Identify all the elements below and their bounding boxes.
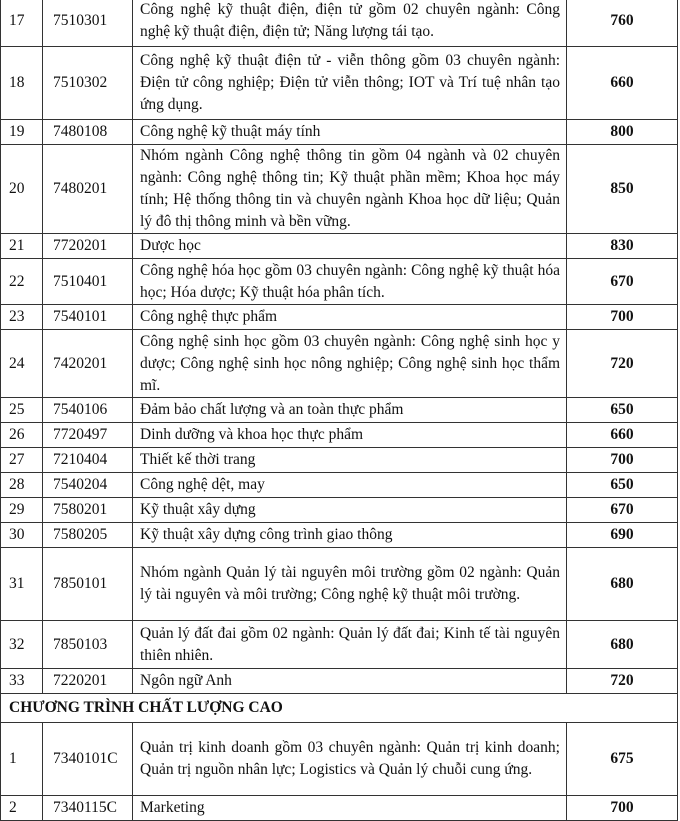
row-number: 33 bbox=[1, 669, 43, 694]
table-row bbox=[1, 0, 678, 47]
table-row bbox=[1, 473, 678, 498]
section-header-row bbox=[1, 694, 678, 723]
table-row bbox=[1, 305, 678, 330]
row-number: 18 bbox=[1, 47, 43, 120]
row-number: 26 bbox=[1, 423, 43, 448]
min-score: 700 bbox=[567, 305, 678, 330]
min-score: 650 bbox=[567, 473, 678, 498]
min-score: 670 bbox=[567, 498, 678, 523]
major-name: Kỹ thuật xây dựng công trình giao thông bbox=[133, 523, 567, 548]
table-row bbox=[1, 234, 678, 259]
min-score: 690 bbox=[567, 523, 678, 548]
major-name: Đảm bảo chất lượng và an toàn thực phẩm bbox=[133, 398, 567, 423]
major-name: Dược học bbox=[133, 234, 567, 259]
min-score: 850 bbox=[567, 145, 678, 234]
table-row bbox=[1, 47, 678, 120]
major-code: 7720201 bbox=[43, 234, 133, 259]
major-name: Công nghệ kỹ thuật điện, điện tử gồm 02 chuyên ngành: Công nghệ kỹ thuật điện, điện tử; Năng lượng tái tạo. bbox=[133, 0, 567, 47]
min-score: 830 bbox=[567, 234, 678, 259]
major-code: 7340115C bbox=[43, 796, 133, 821]
major-code: 7210404 bbox=[43, 448, 133, 473]
min-score: 800 bbox=[567, 120, 678, 145]
major-name: Công nghệ kỹ thuật điện tử - viễn thông gồm 03 chuyên ngành: Điện tử công nghiệp; Điện tử viễn thông; IOT và Trí tuệ nhân tạo ứng dụng. bbox=[133, 47, 567, 120]
table-row bbox=[1, 398, 678, 423]
table-row bbox=[1, 259, 678, 305]
min-score: 670 bbox=[567, 259, 678, 305]
min-score: 700 bbox=[567, 796, 678, 821]
table-row bbox=[1, 523, 678, 548]
row-number: 20 bbox=[1, 145, 43, 234]
major-code: 7850103 bbox=[43, 621, 133, 669]
min-score: 675 bbox=[567, 723, 678, 796]
major-name: Quản lý đất đai gồm 02 ngành: Quản lý đất đai; Kinh tế tài nguyên thiên nhiên. bbox=[133, 621, 567, 669]
major-name: Công nghệ sinh học gồm 03 chuyên ngành: Công nghệ sinh học y dược; Công nghệ sinh học nông nghiệp; Công nghệ sinh học thẩm mĩ. bbox=[133, 330, 567, 398]
major-code: 7540106 bbox=[43, 398, 133, 423]
major-name: Kỹ thuật xây dựng bbox=[133, 498, 567, 523]
major-name: Nhóm ngành Công nghệ thông tin gồm 04 ngành và 02 chuyên ngành: Công nghệ thông tin; Kỹ thuật phần mềm; Khoa học máy tính; Hệ thống thông tin và chuyên ngành Khoa học dữ liệu; Quản lý đô thị thông minh và bền vững. bbox=[133, 145, 567, 234]
row-number: 30 bbox=[1, 523, 43, 548]
major-name: Công nghệ thực phẩm bbox=[133, 305, 567, 330]
major-code: 7220201 bbox=[43, 669, 133, 694]
min-score: 660 bbox=[567, 423, 678, 448]
major-name: Quản trị kinh doanh gồm 03 chuyên ngành: Quản trị kinh doanh; Quản trị nguồn nhân lực; Logistics và Quản lý chuỗi cung ứng. bbox=[133, 723, 567, 796]
major-code: 7510301 bbox=[43, 0, 133, 47]
major-code: 7540101 bbox=[43, 305, 133, 330]
row-number: 28 bbox=[1, 473, 43, 498]
row-number: 22 bbox=[1, 259, 43, 305]
row-number: 2 bbox=[1, 796, 43, 821]
row-number: 17 bbox=[1, 0, 43, 47]
row-number: 19 bbox=[1, 120, 43, 145]
min-score: 720 bbox=[567, 669, 678, 694]
row-number: 25 bbox=[1, 398, 43, 423]
table-row bbox=[1, 330, 678, 398]
table-row bbox=[1, 621, 678, 669]
major-code: 7720497 bbox=[43, 423, 133, 448]
major-code: 7480108 bbox=[43, 120, 133, 145]
major-code: 7510401 bbox=[43, 259, 133, 305]
row-number: 31 bbox=[1, 548, 43, 621]
row-number: 32 bbox=[1, 621, 43, 669]
major-code: 7540204 bbox=[43, 473, 133, 498]
table-row bbox=[1, 498, 678, 523]
major-code: 7850101 bbox=[43, 548, 133, 621]
major-code: 7480201 bbox=[43, 145, 133, 234]
major-code: 7340101C bbox=[43, 723, 133, 796]
major-code: 7420201 bbox=[43, 330, 133, 398]
major-name: Công nghệ hóa học gồm 03 chuyên ngành: Công nghệ kỹ thuật hóa học; Hóa dược; Kỹ thuật hóa phân tích. bbox=[133, 259, 567, 305]
section-title: CHƯƠNG TRÌNH CHẤT LƯỢNG CAO bbox=[1, 694, 678, 723]
table-row bbox=[1, 669, 678, 694]
min-score: 680 bbox=[567, 621, 678, 669]
row-number: 1 bbox=[1, 723, 43, 796]
major-name: Công nghệ dệt, may bbox=[133, 473, 567, 498]
row-number: 24 bbox=[1, 330, 43, 398]
min-score: 650 bbox=[567, 398, 678, 423]
major-name: Công nghệ kỹ thuật máy tính bbox=[133, 120, 567, 145]
min-score: 700 bbox=[567, 448, 678, 473]
table-row bbox=[1, 548, 678, 621]
major-code: 7580205 bbox=[43, 523, 133, 548]
row-number: 23 bbox=[1, 305, 43, 330]
min-score: 720 bbox=[567, 330, 678, 398]
table-row bbox=[1, 796, 678, 821]
min-score: 760 bbox=[567, 0, 678, 47]
major-name: Nhóm ngành Quản lý tài nguyên môi trường gồm 02 ngành: Quản lý tài nguyên và môi trường; Công nghệ kỹ thuật môi trường. bbox=[133, 548, 567, 621]
table-row bbox=[1, 448, 678, 473]
major-name: Ngôn ngữ Anh bbox=[133, 669, 567, 694]
min-score: 660 bbox=[567, 47, 678, 120]
table-row bbox=[1, 120, 678, 145]
row-number: 27 bbox=[1, 448, 43, 473]
row-number: 21 bbox=[1, 234, 43, 259]
major-name: Marketing bbox=[133, 796, 567, 821]
major-name: Dinh dưỡng và khoa học thực phẩm bbox=[133, 423, 567, 448]
table-row bbox=[1, 423, 678, 448]
major-code: 7580201 bbox=[43, 498, 133, 523]
min-score: 680 bbox=[567, 548, 678, 621]
table-row bbox=[1, 723, 678, 796]
major-code: 7510302 bbox=[43, 47, 133, 120]
row-number: 29 bbox=[1, 498, 43, 523]
major-name: Thiết kế thời trang bbox=[133, 448, 567, 473]
table-row bbox=[1, 145, 678, 234]
